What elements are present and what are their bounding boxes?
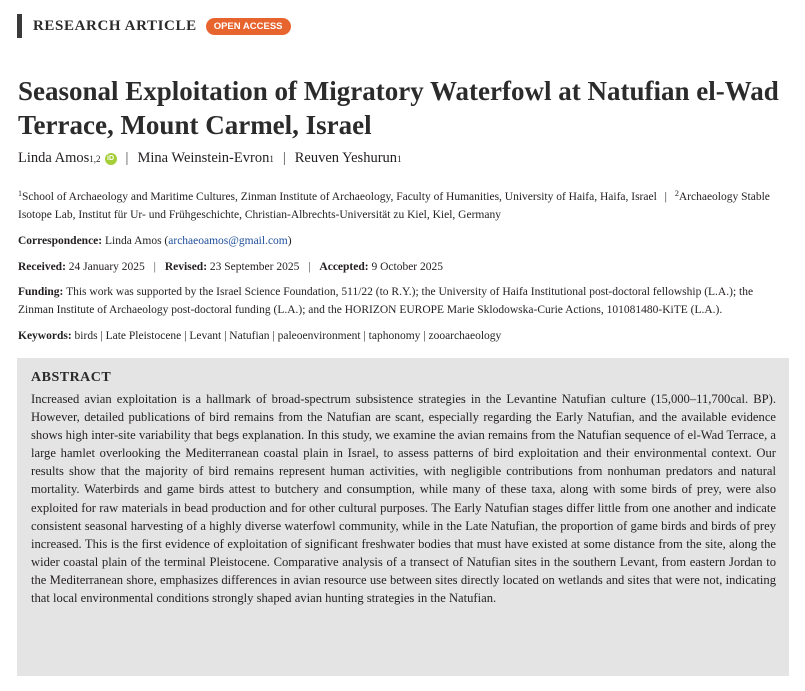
correspondence-email-link[interactable]: archaeoamos@gmail.com [168,235,288,247]
date-separator: | [308,261,311,273]
affiliation-sup: 2 [674,189,679,198]
correspondence-label: Correspondence: [18,235,103,247]
author-separator: | [125,150,129,166]
keywords [18,327,790,345]
date-separator: | [153,261,156,273]
correspondence-name: Linda Amos [105,235,162,247]
keywords-text: birds | Late Pleistocene | Levant | Natufian | paleoenvironment | taphonomy | zooarchaeology [74,330,502,342]
correspondence: Correspondence: Linda Amos (archaeoamos@gmail.com) [18,235,292,247]
keywords-label: Keywords: [18,330,72,342]
orcid-icon[interactable]: iD [105,153,117,165]
accepted-date: 9 October 2025 [371,261,444,273]
abstract-heading: ABSTRACT [31,370,112,385]
received-label: Received: [18,261,66,273]
funding-text: This work was supported by the Israel Science Foundation, 511/22 (to R.Y.); the University of Haifa Institutional post-doctoral fellowship (L.A.); the Zinman Institute of Archaeology post-doctoral funding (L.A.); and the HORIZON EUROPE Marie Sklodowska-Curie Actions, 101081480-KiTE (L.A.). [18,286,754,316]
revised-date: 23 September 2025 [209,261,300,273]
funding-label: Funding: [18,286,64,298]
article-type-label: RESEARCH ARTICLE [33,17,197,34]
abstract-text: Increased avian exploitation is a hallmark of broad-spectrum subsistence strategies in the Levantine Natufian culture (15,000–11,700cal. BP). However, detailed publications of bird remains from the Natufian are scant, especially regarding the Early Natufian, and the available evidence shows high inter-site variability that begs explanation. In this study, we examine the avian remains from the Natufian sequence of el-Wad Terrace, a large hamlet overlooking the Mediterranean coastal plain in Israel, to assess patterns of bird exploitation and their environmental context. Our results show that the majority of bird remains represent human activities, with negligible contributions from nonhuman predators and natural mortality. Waterbirds and game birds attest to butchery and consumption, while many of these taxa, along with some birds of prey, were also exploited for raw materials in bead production and for other cultural purposes. The Early Natufian stages differ little from one another and indicate consistent seasonal harvesting of a highly diverse waterfowl community, while in the Late Natufian, the proportion of game birds and birds of prey increased. This is the first evidence of exploitation of significant freshwater bodies that must have existed at some distance from the site, along the wider coastal plain of the terminal Pleistocene. Comparative analysis of a transect of Natufian sites in the southern Levant, from eastern Jordan to the Mediterranean shore, emphasizes differences in avian resource use between sites directly located on wetlands and sites that were not, indicating that local environmental conditions strongly shaped avian hunting strategies in the Natufian. [31,392,776,606]
abstract-box [17,358,789,676]
affiliation-sup: 1 [18,189,22,198]
affiliations [18,185,790,224]
received-date: 24 January 2025 [68,261,145,273]
author-separator: | [282,150,286,166]
funding [18,283,790,319]
author-affiliation-sup: 1 [269,153,274,164]
author-affiliation-sup: 1,2 [89,153,101,164]
author-name[interactable]: Linda Amos [18,150,90,166]
affiliation-text: School of Archaeology and Maritime Cultures, Zinman Institute of Archaeology, Faculty of Humanities, University of Haifa, Haifa, Israel [22,191,657,203]
accepted-label: Accepted: [319,261,369,273]
author-list [18,150,402,167]
revised-label: Revised: [164,261,208,273]
author-affiliation-sup: 1 [397,153,402,164]
affiliation-text: Archaeology Stable Isotope Lab, Institut für Ur- und Frühgeschichte, Christian-Albrechts-Universität zu Kiel, Kiel, Germany [18,191,770,221]
article-type-header [17,14,291,38]
author-name[interactable]: Mina Weinstein-Evron [137,150,270,166]
article-dates [18,258,790,276]
author-name[interactable]: Reuven Yeshurun [294,150,398,166]
open-access-badge: OPEN ACCESS [206,18,291,35]
article-title: Seasonal Exploitation of Migratory Waterfowl at Natufian el-Wad Terrace, Mount Carmel, Israel [18,76,779,140]
affiliation-separator: | [664,191,667,203]
